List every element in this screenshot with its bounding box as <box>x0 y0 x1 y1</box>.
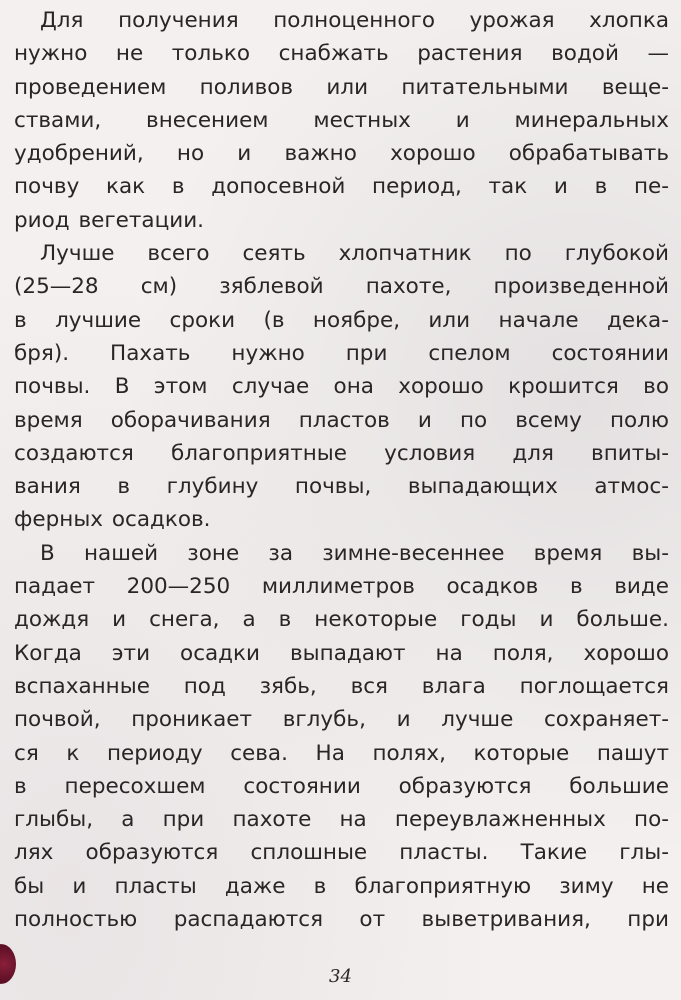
text-line: в пересохшем состоянии образуются большие <box>14 773 669 799</box>
text-line: дождя и снега, а в некоторые годы и больше. <box>14 607 669 633</box>
text-line: проведением поливов или питательными веще- <box>14 74 669 100</box>
page-number: 34 <box>329 966 352 987</box>
text-line: в лучшие сроки (в ноябре, или начале дека- <box>14 307 669 333</box>
text-line: Для получения полноценного урожая хлопка <box>40 8 669 33</box>
text-line: время оборачивания пластов и по всему полю <box>14 407 669 433</box>
text-line: вспаханные под зябь, вся влага поглощается <box>14 673 669 699</box>
text-line: ся к периоду сева. На полях, которые пашут <box>14 740 669 766</box>
text-line: Когда эти осадки выпадают на поля, хорошо <box>14 640 669 666</box>
text-line: глыбы, а при пахоте на переувлажненных по- <box>14 807 669 833</box>
text-line: удобрений, но и важно хорошо обрабатывать <box>14 141 669 167</box>
text-line: лях образуются сплошные пласты. Такие глы- <box>14 840 669 866</box>
text-line: бы и пласты даже в благоприятную зиму не <box>14 873 669 899</box>
text-line: В нашей зоне за зимне-весеннее время вы- <box>40 540 669 566</box>
text-line: почву как в допосевной период, так и в пе- <box>14 174 669 200</box>
text-line: риод вегетации. <box>14 207 205 233</box>
text-line: вания в глубину почвы, выпадающих атмос- <box>14 474 669 500</box>
body-text <box>14 4 669 936</box>
text-line: полностью распадаются от выветривания, при <box>14 907 669 933</box>
text-line: создаются благоприятные условия для впиты- <box>14 440 669 466</box>
text-line: Лучше всего сеять хлопчатник по глубокой <box>40 241 669 267</box>
text-line: бря). Пахать нужно при спелом состоянии <box>14 340 669 366</box>
text-line: ферных осадков. <box>14 507 211 533</box>
text-line: (25—28 см) зяблевой пахоте, произведенной <box>14 274 669 300</box>
text-line: падает 200—250 миллиметров осадков в виде <box>14 574 669 600</box>
text-line: ствами, внесением местных и минеральных <box>14 107 669 133</box>
text-line: почвы. В этом случае она хорошо крошится во <box>14 374 669 400</box>
text-line: почвой, проникает вглубь, и лучше сохраняет- <box>14 707 669 733</box>
text-line: нужно не только снабжать растения водой — <box>14 41 669 67</box>
